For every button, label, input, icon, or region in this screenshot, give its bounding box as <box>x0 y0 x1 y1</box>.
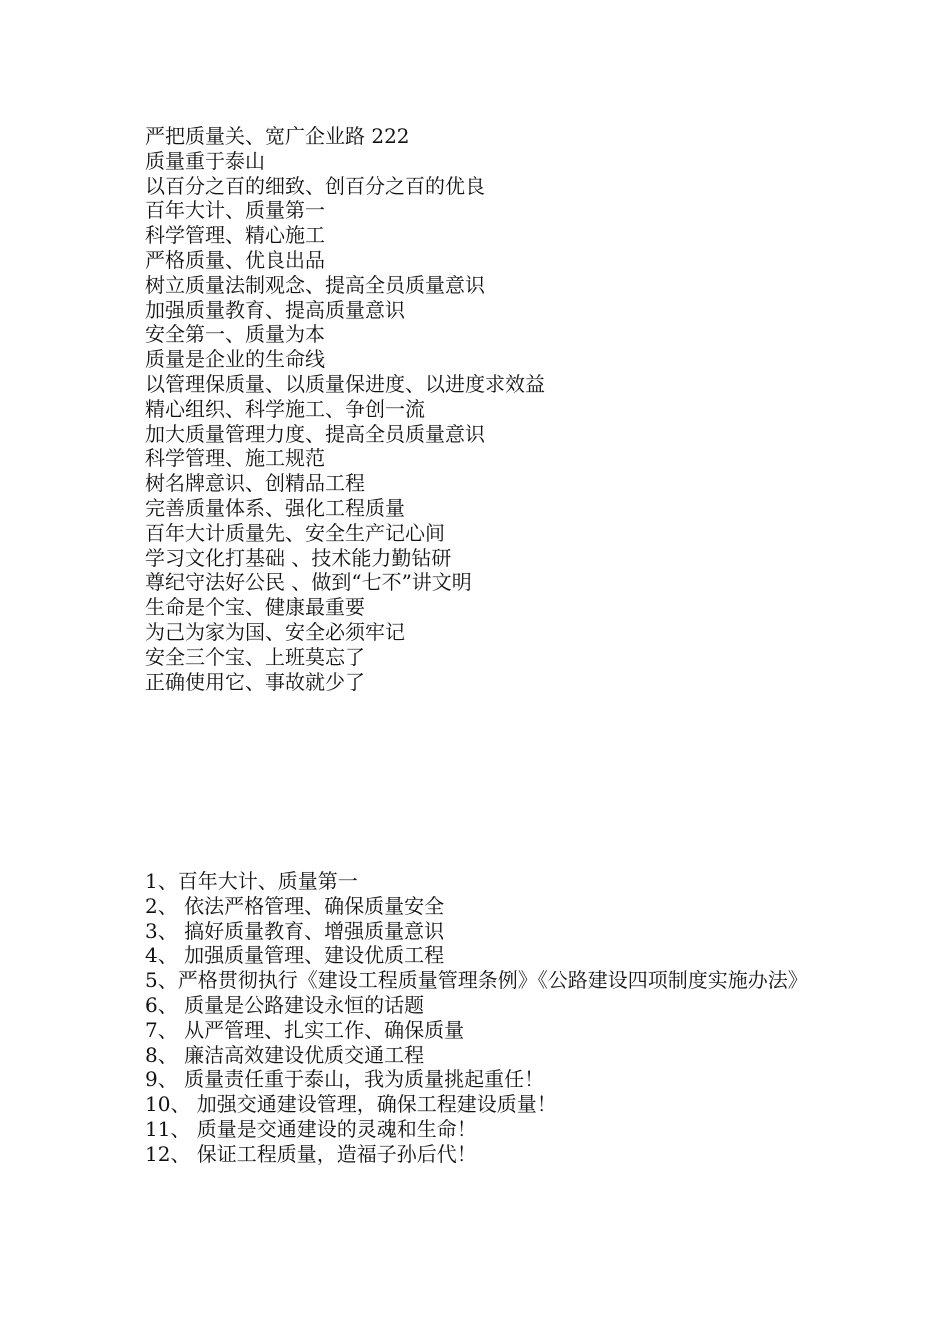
slogan-line: 生命是个宝、健康最重要 <box>145 595 365 620</box>
numbered-slogan-item: 5、严格贯彻执行《建设工程质量管理条例》《公路建设四项制度实施办法》 <box>145 968 808 993</box>
numbered-slogan-item: 2、 依法严格管理、确保质量安全 <box>145 893 445 918</box>
slogan-line: 树立质量法制观念、提高全员质量意识 <box>145 272 485 297</box>
slogan-line: 安全第一、质量为本 <box>145 322 325 347</box>
slogan-line: 完善质量体系、强化工程质量 <box>145 495 405 520</box>
slogan-line: 百年大计质量先、安全生产记心间 <box>145 520 445 545</box>
numbered-slogan-item: 3、 搞好质量教育、增强质量意识 <box>145 918 445 943</box>
numbered-slogan-item: 4、 加强质量管理、建设优质工程 <box>145 943 445 968</box>
numbered-slogan-item: 1、百年大计、质量第一 <box>145 869 358 893</box>
slogan-line: 树名牌意识、创精品工程 <box>145 471 365 496</box>
slogan-line: 安全三个宝、上班莫忘了 <box>145 644 365 669</box>
slogan-line: 质量是企业的生命线 <box>145 347 325 372</box>
numbered-slogan-item: 11、 质量是交通建设的灵魂和生命！ <box>145 1116 477 1141</box>
slogan-line: 尊纪守法好公民 、做到“七不”讲文明 <box>145 570 472 595</box>
slogan-line: 精心组织、科学施工、争创一流 <box>145 396 425 421</box>
slogan-line: 质量重于泰山 <box>145 148 265 173</box>
numbered-slogan-item: 9、 质量责任重于泰山，我为质量挑起重任！ <box>145 1067 545 1092</box>
numbered-slogan-list <box>145 869 825 1167</box>
slogan-list-one <box>145 124 825 694</box>
slogan-line: 科学管理、施工规范 <box>145 446 325 471</box>
slogan-line: 加大质量管理力度、提高全员质量意识 <box>145 421 485 446</box>
numbered-slogan-item: 8、 廉洁高效建设优质交通工程 <box>145 1042 425 1067</box>
numbered-slogan-item: 6、 质量是公路建设永恒的话题 <box>145 992 425 1017</box>
numbered-slogan-item: 10、 加强交通建设管理，确保工程建设质量！ <box>145 1092 557 1117</box>
slogan-line: 以管理保质量、以质量保进度、以进度求效益 <box>145 371 545 396</box>
slogan-line: 为己为家为国、安全必须牢记 <box>145 619 405 644</box>
slogan-line: 以百分之百的细致、创百分之百的优良 <box>145 173 485 198</box>
slogan-line: 正确使用它、事故就少了 <box>145 669 365 694</box>
slogan-line: 百年大计、质量第一 <box>145 198 325 223</box>
slogan-line: 严格质量、优良出品 <box>145 247 325 272</box>
slogan-line: 科学管理、精心施工 <box>145 223 325 248</box>
slogan-line: 学习文化打基础 、技术能力勤钻研 <box>145 545 452 570</box>
slogan-line: 加强质量教育、提高质量意识 <box>145 297 405 322</box>
slogan-line: 严把质量关、宽广企业路 222 <box>145 124 410 148</box>
numbered-slogan-item: 12、 保证工程质量，造福子孙后代！ <box>145 1141 477 1166</box>
numbered-slogan-item: 7、 从严管理、扎实工作、确保质量 <box>145 1017 465 1042</box>
